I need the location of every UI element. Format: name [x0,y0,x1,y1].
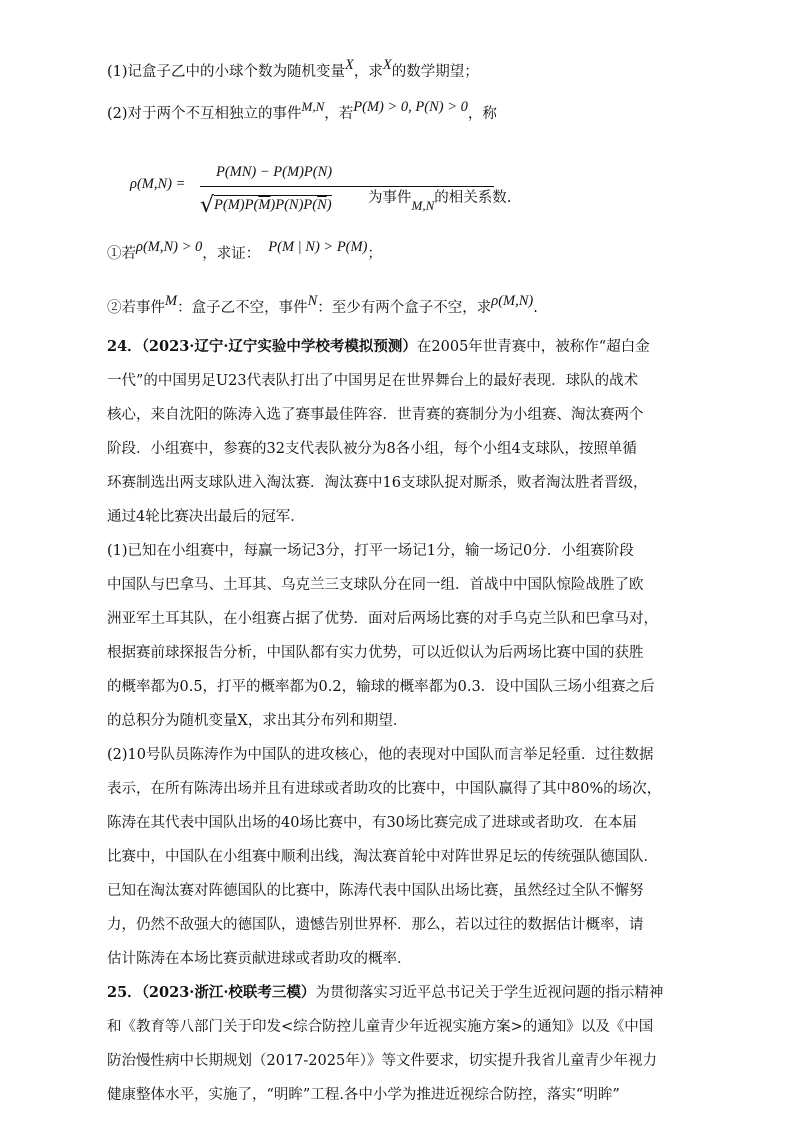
q23-sub2-text: ：至少有两个盒子不空，求 [317,300,492,316]
q24-part1-line: (1)已知在小组赛中，每赢一场记3分，打平一场记1分，输一场记0分．小组赛阶段 [107,543,634,559]
q23-sub1 [107,239,382,264]
q23-sub1-text: ，求证： [202,246,261,262]
q24-header-line [107,337,650,357]
formula-caption [368,188,512,213]
q24-part2-line: 力，仍然不敌强大的德国队，遗憾告别世界杯．那么，若以过往的数据估计概率，请 [107,917,644,933]
q23-part1-text: 的数学期望； [391,64,479,80]
q25-line: 健康整体水平，实施了，“明眸”工程.各中小学为推进近视综合防控，落实“明眸” [107,1087,620,1103]
q24-part2-line: 表示，在所有陈涛出场并且有进球或者助攻的比赛中，中国队赢得了其中80%的场次， [107,781,662,797]
q24-line: 通过4轮比赛决出最后的冠军． [107,509,305,525]
complement-n: $\overline{N}$ [317,197,327,213]
formula-denominator [200,190,332,218]
q23-part1-text: ，求 [353,64,383,80]
q23-sub2-text: ：盒子乙不空，事件 [177,300,308,316]
math-target: ρ(M,N) [491,293,534,309]
q24-line: 核心，来自沈阳的陈涛入选了赛事最佳阵容．世青赛的赛制分为小组赛、淘汰赛两个 [107,407,644,423]
math-condition: ρ(M,N) > 0 [136,239,203,255]
q23-sub2 [107,293,538,318]
q24-line: 阶段．小组赛中，参赛的32支代表队被分为8各小组，每个小组4支球队，按照单循 [107,441,637,457]
q24-part1-line: 的总积分为随机变量X，求出其分布列和期望． [107,713,408,729]
q24-line: 环赛制选出两支球队进入淘汰赛．淘汰赛中16支球队捉对厮杀，败者淘汰胜者晋级， [107,475,648,491]
q23-part2-text: ，称 [467,106,497,122]
denominator-part: )P(N)P( [270,197,318,213]
fraction-bar [200,186,494,187]
complement-m: $\overline{M}$ [258,197,271,213]
denominator-part: P(M)P( [214,197,259,213]
q23-sub2-text: ②若事件 [107,300,165,316]
q24-part1-line: 根据赛前球探报告分析，中国队都有实力优势，可以近似认为后两场比赛中国的获胜 [107,645,644,661]
math-variable: X [345,57,354,73]
q23-sub1-text: ①若 [107,246,136,262]
question-source: （2023·浙江·校联考三模） [141,984,316,1001]
math-claim: P(M | N) > P(M) [268,239,368,255]
math-events: M,N [411,198,435,213]
q24-part2-line: (2)10号队员陈涛作为中国队的进攻核心，他的表现对中国队而言举足轻重．过往数据 [107,747,654,763]
q23-part1-text: (1)记盒子乙中的小球个数为随机变量 [107,64,346,80]
formula-caption-text: 的相关系数. [434,190,512,206]
q25-header-line [107,983,663,1003]
formula-numerator: P(MN) − P(M)P(N) [216,164,333,180]
q24-line: 在2005年世青赛中，被称作“超白金 [416,339,650,355]
q24-part2-line: 已知在淘汰赛对阵德国队的比赛中，陈涛代表中国队出场比赛，虽然经过全队不懈努 [107,883,644,899]
math-event: M [165,293,178,309]
q23-part2-text: ，若 [324,106,354,122]
q24-part2-line: 陈涛在其代表中国队出场的40场比赛中，有30场比赛完成了进球或者助攻．在本届 [107,815,637,831]
formula-lhs: ρ(M,N) = [130,176,186,192]
q24-part1-line: 洲亚军土耳其队，在小组赛占据了优势．面对后两场比赛的对手乌克兰队和巴拿马对， [107,611,658,627]
math-event: N [307,293,318,309]
formula-caption-text: 为事件 [368,190,412,206]
question-number: 25． [107,984,142,1001]
question-number: 24． [107,338,142,355]
question-source: （2023·辽宁·辽宁实验中学校考模拟预测） [141,338,417,355]
math-condition: P(M) > 0, P(N) > 0 [353,99,468,115]
q24-part1-line: 的概率都为0.5，打平的概率都为0.2，输球的概率都为0.3．设中国队三场小组赛之后 [107,679,655,695]
q23-sub1-text: ； [367,246,382,262]
q23-part1 [107,57,479,82]
math-variable: X [382,57,392,73]
q24-part1-line: 中国队与巴拿马、土耳其、乌克兰三支球队分在同一组．首战中中国队惊险战胜了欧 [107,577,644,593]
math-events: M,N [301,99,325,114]
q24-part2-line: 估计陈涛在本场比赛贡献进球或者助攻的概率． [107,951,412,967]
q24-line: 一代”的中国男足U23代表队打出了中国男足在世界舞台上的最好表现．球队的战术 [107,373,639,389]
denominator-part: ) [326,197,332,213]
q25-line: 防治慢性病中长期规划（2017-2025年）》等文件要求，切实提升我省儿童青少年视力 [107,1053,657,1069]
q25-line: 为贯彻落实习近平总书记关于学生近视问题的指示精神 [315,985,664,1001]
q25-line: 和《教育等八部门关于印发<综合防控儿童青少年近视实施方案>的通知》以及《中国 [107,1019,654,1035]
q23-sub2-text: . [533,300,538,316]
q23-part2-text: (2)对于两个不互相独立的事件 [107,106,302,122]
q24-part2-line: 比赛中，中国队在小组赛中顺利出线，淘汰赛首轮中对阵世界足坛的传统强队德国队． [107,849,658,865]
q23-part2 [107,99,497,124]
sqrt-symbol: √ [200,193,215,218]
